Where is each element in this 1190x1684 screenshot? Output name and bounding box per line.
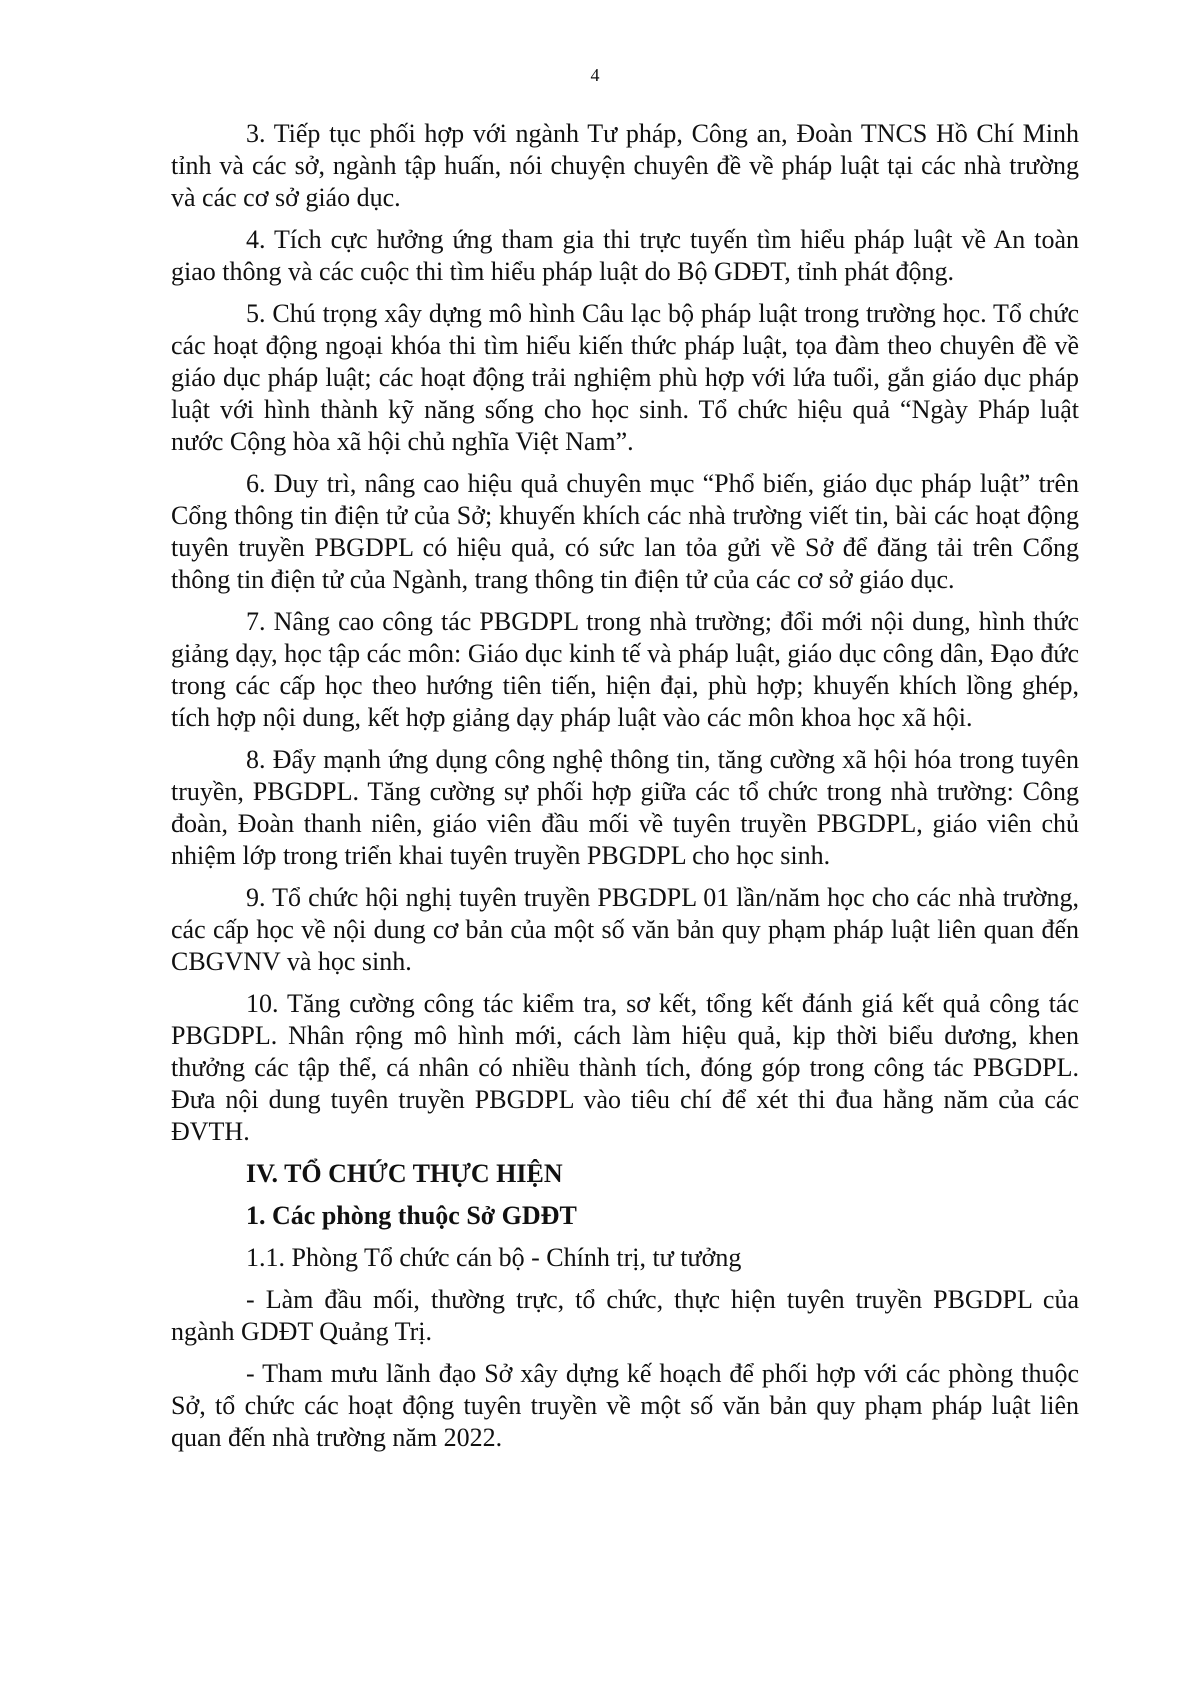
page-number: 4 (590, 65, 600, 85)
paragraph-item-6: 6. Duy trì, nâng cao hiệu quả chuyên mục “Phổ biến, giáo dục pháp luật” trên Cổng thông tin điện tử của Sở; khuyến khích các nhà trường viết tin, bài các hoạt động tuyên truyền PBGDPL có hiệu quả, có sức lan tỏa gửi về Sở để đăng tải trên Cổng thông tin điện tử của Ngành, trang thông tin điện tử của các cơ sở giáo dục. (171, 469, 1079, 594)
paragraph-item-10: 10. Tăng cường công tác kiểm tra, sơ kết, tổng kết đánh giá kết quả công tác PBGDPL. Nhân rộng mô hình mới, cách làm hiệu quả, kịp thời biểu dương, khen thưởng các tập thể, cá nhân có nhiều thành tích, đóng góp trong công tác PBGDPL. Đưa nội dung tuyên truyền PBGDPL vào tiêu chí để xét thi đua hằng năm của các ĐVTH. (171, 989, 1079, 1146)
paragraph-item-9: 9. Tổ chức hội nghị tuyên truyền PBGDPL 01 lần/năm học cho các nhà trường, các cấp học về nội dung cơ bản của một số văn bản quy phạm pháp luật liên quan đến CBGVNV và học sinh. (171, 883, 1079, 976)
document-body (171, 118, 1079, 1464)
subsection-title-1-1: 1.1. Phòng Tổ chức cán bộ - Chính trị, tư tưởng (246, 1243, 742, 1272)
bullet-paragraph-2: - Tham mưu lãnh đạo Sở xây dựng kế hoạch để phối hợp với các phòng thuộc Sở, tổ chức các hoạt động tuyên truyền về một số văn bản quy phạm pháp luật liên quan đến nhà trường năm 2022. (171, 1359, 1079, 1452)
bullet-paragraph-1: - Làm đầu mối, thường trực, tổ chức, thực hiện tuyên truyền PBGDPL của ngành GDĐT Quảng Trị. (171, 1285, 1079, 1346)
paragraph-item-3: 3. Tiếp tục phối hợp với ngành Tư pháp, Công an, Đoàn TNCS Hồ Chí Minh tỉnh và các sở, ngành tập huấn, nói chuyện chuyên đề về pháp luật tại các nhà trường và các cơ sở giáo dục. (171, 119, 1079, 212)
subsection-heading-1: 1. Các phòng thuộc Sở GDĐT (246, 1201, 577, 1230)
paragraph-item-7: 7. Nâng cao công tác PBGDPL trong nhà trường; đổi mới nội dung, hình thức giảng dạy, học tập các môn: Giáo dục kinh tế và pháp luật, giáo dục công dân, Đạo đức trong các cấp học theo hướng tiên tiến, hiện đại, phù hợp; khuyến khích lồng ghép, tích hợp nội dung, kết hợp giảng dạy pháp luật vào các môn khoa học xã hội. (171, 607, 1079, 732)
paragraph-item-4: 4. Tích cực hưởng ứng tham gia thi trực tuyến tìm hiểu pháp luật về An toàn giao thông và các cuộc thi tìm hiểu pháp luật do Bộ GDĐT, tỉnh phát động. (171, 225, 1079, 286)
paragraph-item-5: 5. Chú trọng xây dựng mô hình Câu lạc bộ pháp luật trong trường học. Tổ chức các hoạt động ngoại khóa thi tìm hiểu kiến thức pháp luật, tọa đàm theo chuyên đề về giáo dục pháp luật; các hoạt động trải nghiệm phù hợp với lứa tuổi, gắn giáo dục pháp luật với hình thành kỹ năng sống cho học sinh. Tổ chức hiệu quả “Ngày Pháp luật nước Cộng hòa xã hội chủ nghĩa Việt Nam”. (171, 299, 1079, 456)
section-heading-iv: IV. TỔ CHỨC THỰC HIỆN (246, 1159, 563, 1188)
paragraph-item-8: 8. Đẩy mạnh ứng dụng công nghệ thông tin, tăng cường xã hội hóa trong tuyên truyền, PBGDPL. Tăng cường sự phối hợp giữa các tổ chức trong nhà trường: Công đoàn, Đoàn thanh niên, giáo viên đầu mối về tuyên truyền PBGDPL, giáo viên chủ nhiệm lớp trong triển khai tuyên truyền PBGDPL cho học sinh. (171, 745, 1079, 870)
